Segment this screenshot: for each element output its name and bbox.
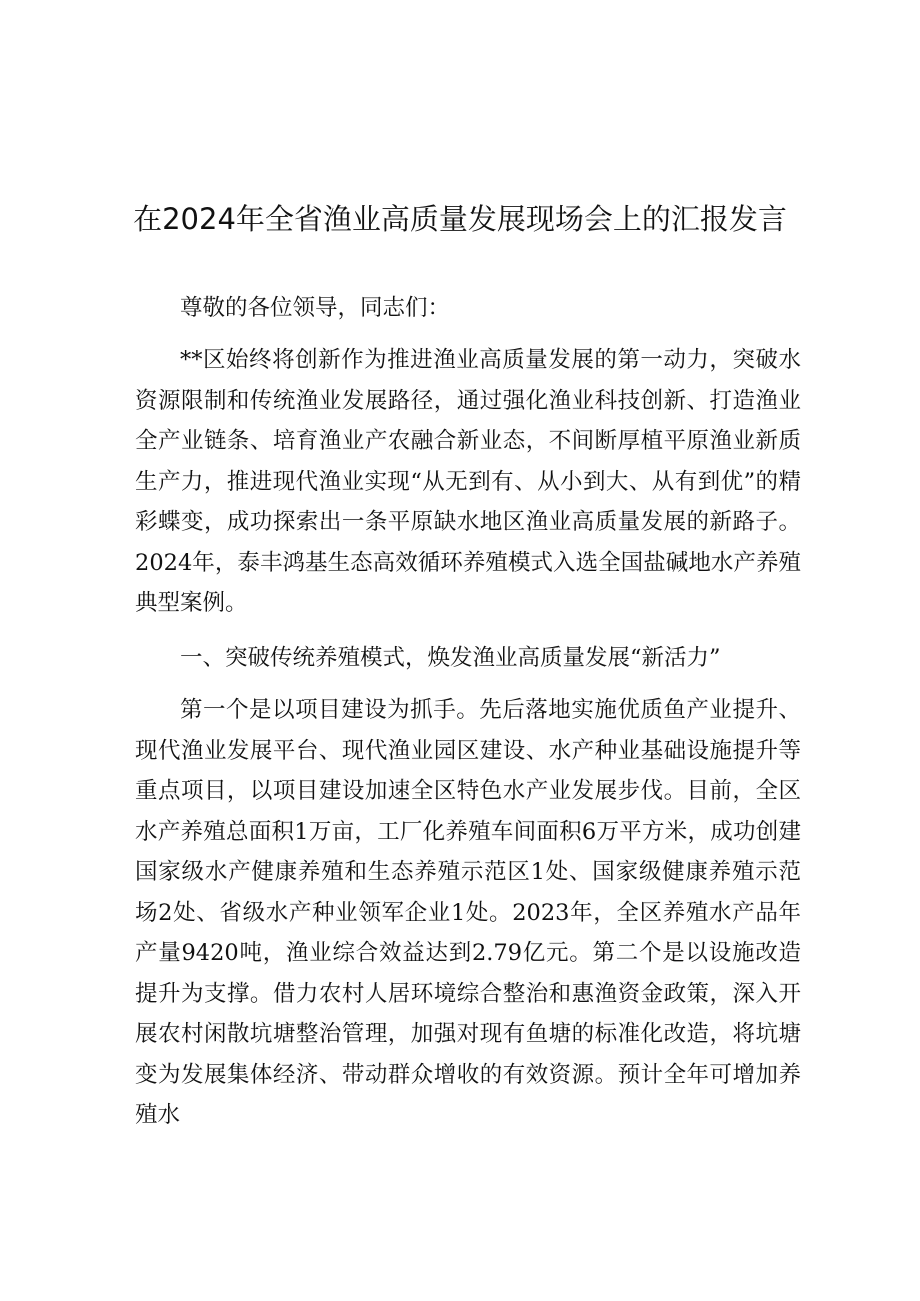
paragraph-intro: **区始终将创新作为推进渔业高质量发展的第一动力，突破水资源限制和传统渔业发展路径，通过强化渔业科技创新、打造渔业全产业链条、培育渔业产农融合新业态，不间断厚植平原渔业新质生产力，推进现代渔业实现“从无到有、从小到大、从有到优”的精彩蝶变，成功探索出一条平原缺水地区渔业高质量发展的新路子。2024年，泰丰鸿基生态高效循环养殖模式入选全国盐碱地水产养殖典型案例。 <box>135 347 801 616</box>
salutation: 尊敬的各位领导，同志们： <box>180 295 451 321</box>
section-heading: 一、突破传统养殖模式，焕发渔业高质量发展“新活力” <box>180 645 721 671</box>
paragraph-projects: 第一个是以项目建设为抓手。先后落地实施优质鱼产业提升、现代渔业发展平台、现代渔业园区建设、水产种业基础设施提升等重点项目，以项目建设加速全区特色水产业发展步伐。目前，全区水产养殖总面积1万亩，工厂化养殖车间面积6万平方米，成功创建国家级水产健康养殖和生态养殖示范区1处、国家级健康养殖示范场2处、省级水产种业领军企业1处。2023年，全区养殖水产品年产量9420吨，渔业综合效益达到2.79亿元。第二个是以设施改造提升为支撑。借力农村人居环境综合整治和惠渔资金政策，深入开展农村闲散坑塘整治管理，加强对现有鱼塘的标准化改造，将坑塘变为发展集体经济、带动群众增收的有效资源。预计全年可增加养殖水 <box>135 697 801 1128</box>
document-title: 在2024年全省渔业高质量发展现场会上的汇报发言 <box>133 202 787 236</box>
